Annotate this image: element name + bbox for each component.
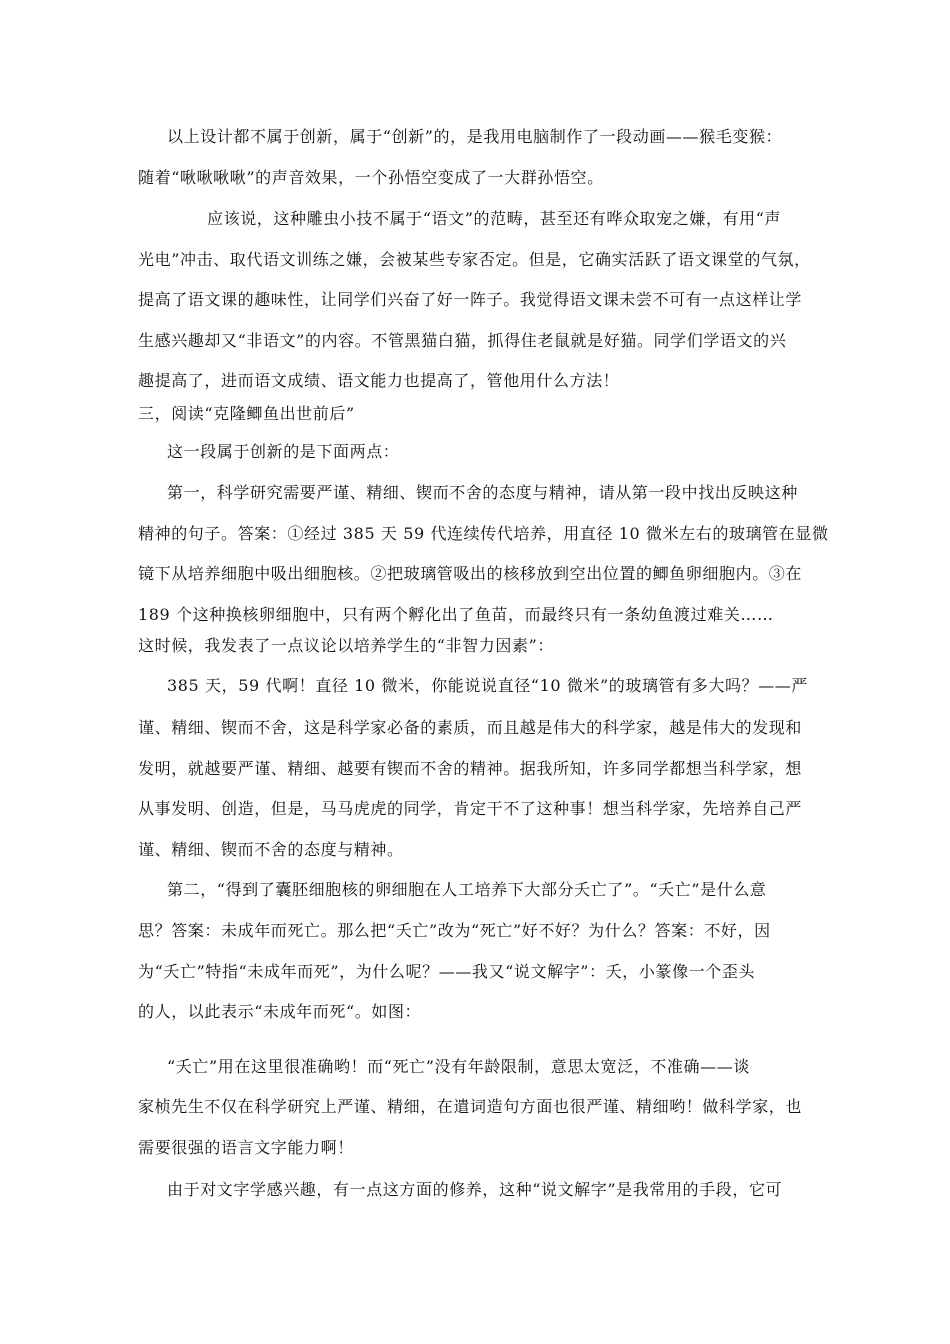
text-line: 思？答案：未成年而死亡。那么把“夭亡”改为“死亡”好不好？为什么？答案：不好，因 — [138, 921, 771, 940]
text-line: 的人，以此表示“未成年而死“。如图： — [138, 1002, 422, 1021]
text-line: 需要很强的语言文字能力啊！ — [138, 1138, 354, 1157]
text-line: 第一，科学研究需要严谨、精细、锲而不舍的态度与精神，请从第一段中找出反映这种 — [167, 483, 798, 502]
text-line: 以上设计都不属于创新，属于“创新”的，是我用电脑制作了一段动画——猴毛变猴： — [167, 127, 783, 146]
text-line: 精神的句子。答案：①经过 385 天 59 代连续传代培养，用直径 10 微米左右的玻璃管在显微 — [138, 524, 829, 543]
text-line: 385 天，59 代啊！直径 10 微米，你能说说直径“10 微米”的玻璃管有多大吗？——严 — [167, 676, 809, 695]
text-line: 第二，“得到了囊胚细胞核的卵细胞在人工培养下大部分夭亡了”。“夭亡”是什么意 — [167, 880, 767, 899]
text-line: 从事发明、创造，但是，马马虎虎的同学，肯定干不了这种事！想当科学家，先培养自己严 — [138, 799, 803, 818]
text-line: 光电”冲击、取代语文训练之嫌，会被某些专家否定。但是，它确实活跃了语文课堂的气氛， — [138, 250, 811, 269]
text-line: 镜下从培养细胞中吸出细胞核。②把玻璃管吸出的核移放到空出位置的鲫鱼卵细胞内。③在 — [138, 564, 803, 583]
text-line: “夭亡”用在这里很准确哟！而“死亡”没有年龄限制，意思太宽泛，不准确——谈 — [167, 1057, 750, 1076]
text-line: 应该说，这种雕虫小技不属于“语文”的范畴，甚至还有哗众取宠之嫌，有用“声 — [207, 209, 782, 228]
text-line: 为“夭亡”特指“未成年而死”，为什么呢？——我又“说文解字”：夭，小篆像一个歪头 — [138, 962, 756, 981]
text-line: 由于对文字学感兴趣，有一点这方面的修养，这种“说文解字”是我常用的手段，它可 — [167, 1180, 783, 1199]
text-line: 这一段属于创新的是下面两点： — [167, 442, 400, 461]
text-line: 发明，就越要严谨、精细、越要有锲而不舍的精神。据我所知，许多同学都想当科学家，想 — [138, 759, 803, 778]
text-line: 随着“啾啾啾啾”的声音效果，一个孙悟空变成了一大群孙悟空。 — [138, 168, 604, 187]
text-line: 家桢先生不仅在科学研究上严谨、精细，在遣词造句方面也很严谨、精细哟！做科学家，也 — [138, 1097, 803, 1116]
text-line: 谨、精细、锲而不舍，这是科学家必备的素质，而且越是伟大的科学家，越是伟大的发现和 — [138, 718, 803, 737]
text-line: 趣提高了，进而语文成绩、语文能力也提高了，管他用什么方法！ — [138, 371, 620, 390]
section-heading: 三，阅读“克隆鲫鱼出世前后” — [138, 404, 355, 423]
text-line: 生感兴趣却又“非语文”的内容。不管黑猫白猫，抓得住老鼠就是好猫。同学们学语文的兴 — [138, 331, 787, 350]
text-line: 谨、精细、锲而不舍的态度与精神。 — [138, 840, 404, 859]
text-line: 这时候，我发表了一点议论以培养学生的“非智力因素”： — [138, 636, 554, 655]
text-line: 189 个这种换核卵细胞中，只有两个孵化出了鱼苗，而最终只有一条幼鱼渡过难关…… — [138, 605, 774, 624]
text-line: 提高了语文课的趣味性，让同学们兴奋了好一阵子。我觉得语文课未尝不可有一点这样让学 — [138, 290, 803, 309]
